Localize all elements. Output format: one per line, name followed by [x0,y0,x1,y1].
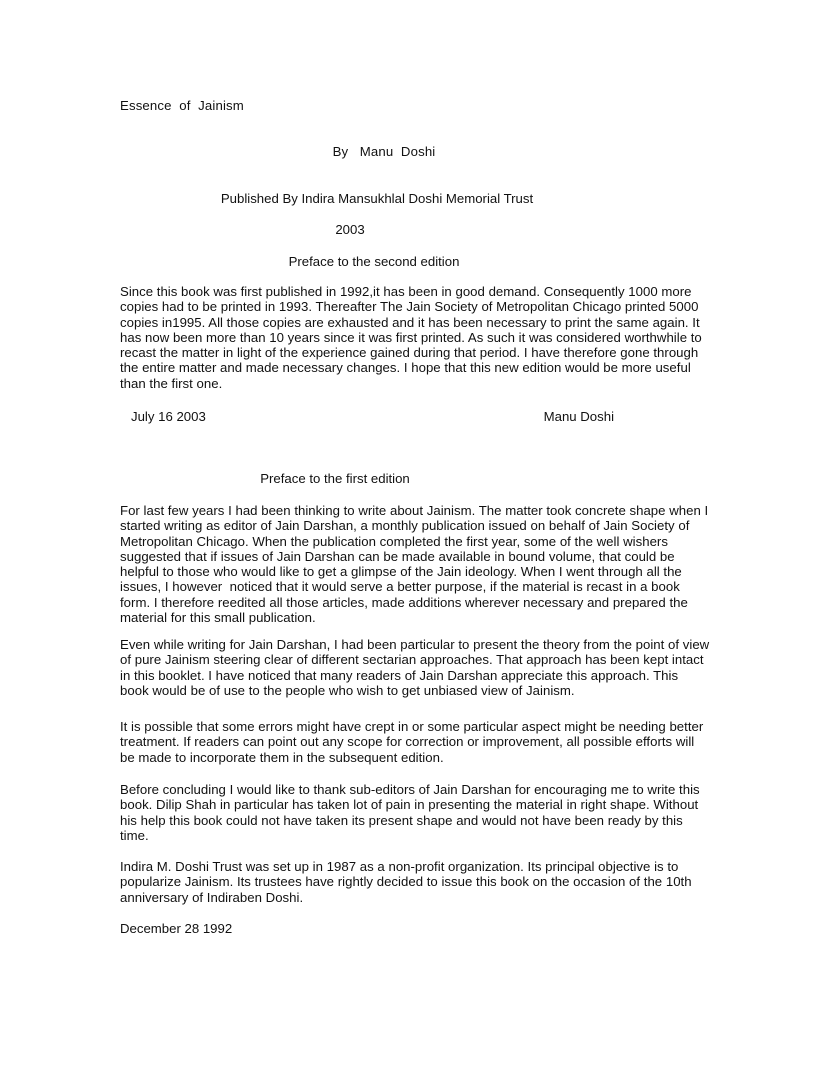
heading-preface-first-edition: Preface to the first edition [260,471,410,486]
heading-preface-second-edition: Preface to the second edition [288,254,460,269]
second-edition-signature: Manu Doshi [543,409,614,424]
first-edition-date: December 28 1992 [120,921,233,936]
paragraph-first-edition-1: For last few years I had been thinking to write about Jainism. The matter took concrete shape when I started writing as editor of Jain Darshan, a monthly publication issued on behalf of Jain Society of Metropolitan Chicago. When the publication completed the first year, some of the well wishers suggested that if issues of Jain Darshan can be made available in bound volume, that could be helpful to those who would like to get a glimpse of the Jain ideology. When I went through all the issues, I however noticed that it would serve a better purpose, if the material is recast in a book form. I therefore reedited all those articles, made additions wherever necessary and prepared the material for this small publication. [120,503,712,625]
second-edition-date: July 16 2003 [131,409,206,424]
publisher-line: Published By Indira Mansukhlal Doshi Memorial Trust [220,191,534,206]
signature-row [131,409,614,425]
publication-year: 2003 [335,222,365,237]
paragraph-first-edition-5: Indira M. Doshi Trust was set up in 1987 as a non-profit organization. Its principal objective is to popularize Jainism. Its trustees have rightly decided to issue this book on the occasion of the 10th anniversary of Indiraben Doshi. [120,859,696,905]
document-title: Essence of Jainism [120,98,244,113]
paragraph-first-edition-2: Even while writing for Jain Darshan, I had been particular to present the theory from the point of view of pure Jainism steering clear of different sectarian approaches. That approach has been kept intact in this booklet. I have noticed that many readers of Jain Darshan appreciate this approach. This book would be of use to the people who wish to get unbiased view of Jainism. [120,637,713,698]
paragraph-first-edition-4: Before concluding I would like to thank sub-editors of Jain Darshan for encouraging me to write this book. Dilip Shah in particular has taken lot of pain in presenting the material in right shape. Without his help this book could not have taken its present shape and would not have been ready by this time. [120,782,704,843]
paragraph-preface-second-edition: Since this book was first published in 1992,it has been in good demand. Consequently 1000 more copies had to be printed in 1993. Thereafter The Jain Society of Metropolitan Chicago printed 5000 copies in1995. All those copies are exhausted and it has been necessary to print the same again. It has now been more than 10 years since it was first printed. As such it was considered worthwhile to recast the matter in light of the experience gained during that period. I have therefore gone through the entire matter and made necessary changes. I hope that this new edition would be more useful than the first one. [120,284,706,391]
paragraph-first-edition-3: It is possible that some errors might have crept in or some particular aspect might be needing better treatment. If readers can point out any scope for correction or improvement, all possible efforts will be made to incorporate them in the subsequent edition. [120,719,707,765]
author-byline: By Manu Doshi [332,144,436,159]
